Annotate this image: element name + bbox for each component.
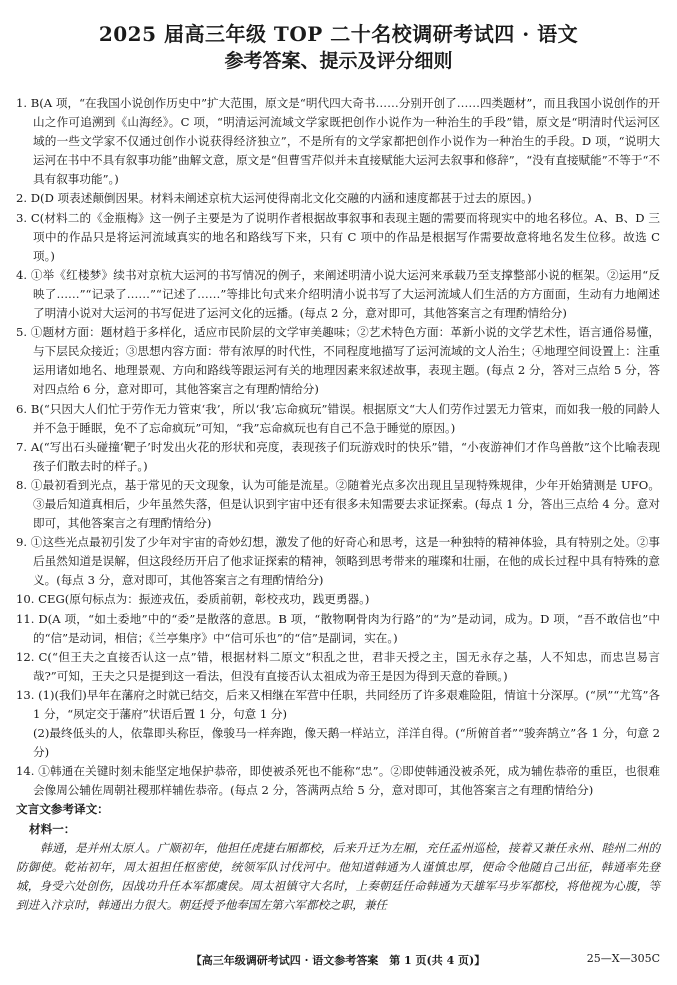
answer-item-3: 3. C(材料二的《金瓶梅》这一例子主要是为了说明作者根据故事叙事和表现主题的需要而将现实中的地名移位。A、B、D 三项中的作品只是将运河流域真实的地名和路线写下来，只有 C 项中的作品是根据写作需要故意将地名发生位移。故选 C 项。) xyxy=(16,210,660,263)
page-subtitle: 参考答案、提示及评分细则 xyxy=(224,50,453,72)
answer-item-14: 14. ①韩通在关键时刻未能坚定地保护恭帝，即使被杀死也不能称“忠”。②即使韩通没被杀死，成为辅佐恭帝的重臣，也很难会像周公辅佐周朝社稷那样辅佐恭帝。(每点 2 分，答满两点给 5 分，意对即可，其他答案言之有理酌情给分) xyxy=(16,764,660,798)
answer-item-7: 7. A(“写出石头碰撞‘靶子’时发出火花的形状和亮度，表现孩子们玩游戏时的快乐”错，“小夜游神们才作鸟兽散”这个比喻表现孩子们散去时的样子。) xyxy=(16,439,660,473)
answer-item-12: 12. C(“但王夫之直接否认这一点”错，根据材料二原文“积乱之世，君非天授之主，国无永存之基，人不知忠，而忠岂易言哉?”可知，王夫之只是提到这一看法，但没有直接否认太祖成为帝王是因为得到天意的眷顾。) xyxy=(16,649,660,683)
material-label: 材料一： xyxy=(29,821,76,836)
answer-item-6: 6. B(“只因大人们忙于劳作无力管束‘我’，所以‘我’忘命疯玩”错误。根据原文“大人们劳作过罢无力管束，而如我一般的同龄人并不急于睡眠，免不了忘命疯玩”可知，“我”忘命疯玩也有自己不急于睡觉的原因。) xyxy=(16,401,660,435)
translation-heading: 文言文参考译文： xyxy=(16,802,109,817)
answer-item-11: 11. D(A 项，“如土委地”中的“委”是散落的意思。B 项，“散物啊骨肉为行路”的“为”是动词，成为。D 项，“吾不敢信也”中的“信”是动词，相信；《兰亭集序》中“信可乐也”的“信”是副词，实在。) xyxy=(16,611,660,645)
page-title: 2025 届高三年级 TOP 二十名校调研考试四 · 语文 xyxy=(98,22,579,46)
answer-item-8: 8. ①最初看到光点，基于常见的天文现象，认为可能是流星。②随着光点多次出现且呈现特殊规律，少年开始猜测是 UFO。③最后知道真相后，少年虽然失落，但是认识到宇宙中还有很多未知需要去求证探索。(每点 1 分，答出三点给 4 分。意对即可，其他答案言之有理酌情给分) xyxy=(16,477,660,531)
answer-item-10: 10. CEG(原句标点为：振迹戎伍，委质前朝，彰校戎功，践更勇器。) xyxy=(16,592,370,607)
page-footer xyxy=(16,950,660,970)
answer-body xyxy=(16,94,660,915)
classical-translation-text: 韩通，是并州太原人。广顺初年，他担任虎捷右厢都校，后来升迁为左厢，充任孟州巡检，接着又兼任永州、睦州二州的防御使。乾祐初年，周太祖担任枢密使，统领军队讨伐河中。他知道韩通为人谨慎忠厚，便命令他随自己出征，韩通率先登城，身受六处创伤，因战功升任本军都虞侯。周太祖镇守大名时，上奏朝廷任命韩通为天雄军马步军都校，将他视为心腹，等到进入汴京时，韩通出力很大。朝廷授予他奉国左第六军都校之职，兼任 xyxy=(16,840,660,912)
answer-item-2: 2. D(D 项表述颠倒因果。材料未阐述京杭大运河使得南北文化交融的内涵和速度都甚于过去的原因。) xyxy=(16,191,532,206)
footer-page-info: 【高三年级调研考试四 · 语文参考答案 第 1 页(共 4 页)】 xyxy=(190,954,486,967)
answer-item-13-1: 13. (1)(我们)早年在藩府之时就已结交，后来又相继在军营中任职，共同经历了许多艰难险阻，情谊十分深厚。(“夙”“尤笃”各 1 分，“夙定交于藩府”状语后置 1 分，句意 1 分) xyxy=(16,687,660,721)
answer-item-13-2: (2)最终低头的人，依靠即头称臣，像骏马一样奔跑，像天鹅一样站立，洋洋自得。(“所俯首者”“骏奔鹄立”各 1 分，句意 2 分) xyxy=(33,726,660,760)
footer-code: 25—X—305C xyxy=(586,952,660,965)
answer-item-4: 4. ①举《红楼梦》续书对京杭大运河的书写情况的例子，来阐述明清小说大运河来承载乃至支撑整部小说的框架。②运用“反映了……”“记录了……”“记述了……”等排比句式来介绍明清小说书写了大运河流域人们生活的方方面面，生动有力地阐述了明清小说对大运河的书写促进了运河文化的远播。(每点 2 分，意对即可，其他答案言之有理酌情给分) xyxy=(16,267,660,321)
answer-item-9: 9. ①这些光点最初引发了少年对宇宙的奇妙幻想，激发了他的好奇心和思考，这是一种独特的精神体验，具有特别之处。②事后虽然知道是误解，但这段经历开启了他求证探索的精神，领略到思考带来的璀璨和壮丽，在他的成长过程中具有特殊的意义。(每点 3 分，意对即可，其他答案言之有理酌情给分) xyxy=(16,535,660,588)
answer-item-1: 1. B(A 项，“在我国小说创作历史中”扩大范围，原文是“明代四大奇书……分别开创了……四类题材”，而且我国小说创作的开山之作可追溯到《山海经》。C 项，“明清运河流域文学家既把创作小说作为一种治生的手段”错，原文是“明清时代运河区域的一些文学家不仅通过创作小说获得经济独立”，不是所有的文学家都把创作小说作为一种治生的手段。D 项，“说明大运河在书中不具有叙事功能”曲解文意，原文是“但曹雪芹似并未直接赋能大运河去叙事和修辞”，“没有直接赋能”不等于“不具有叙事功能”。) xyxy=(16,96,660,187)
answer-item-5: 5. ①题材方面：题材趋于多样化，适应市民阶层的文学审美趣味；②艺术特色方面：革新小说的文学艺术性，语言通俗易懂，与下层民众接近；③思想内容方面：带有浓厚的时代性，不同程度地描写了运河流域的文人治生；④地理空间设置上：注重运用诸如地名、地理景观、方向和路线等跟运河有关的地理因素来叙述故事，表现主题。(每点 2 分，答对三点给 5 分，答对四点给 6 分，意对即可，其他答案言之有理酌情给分) xyxy=(16,325,660,397)
